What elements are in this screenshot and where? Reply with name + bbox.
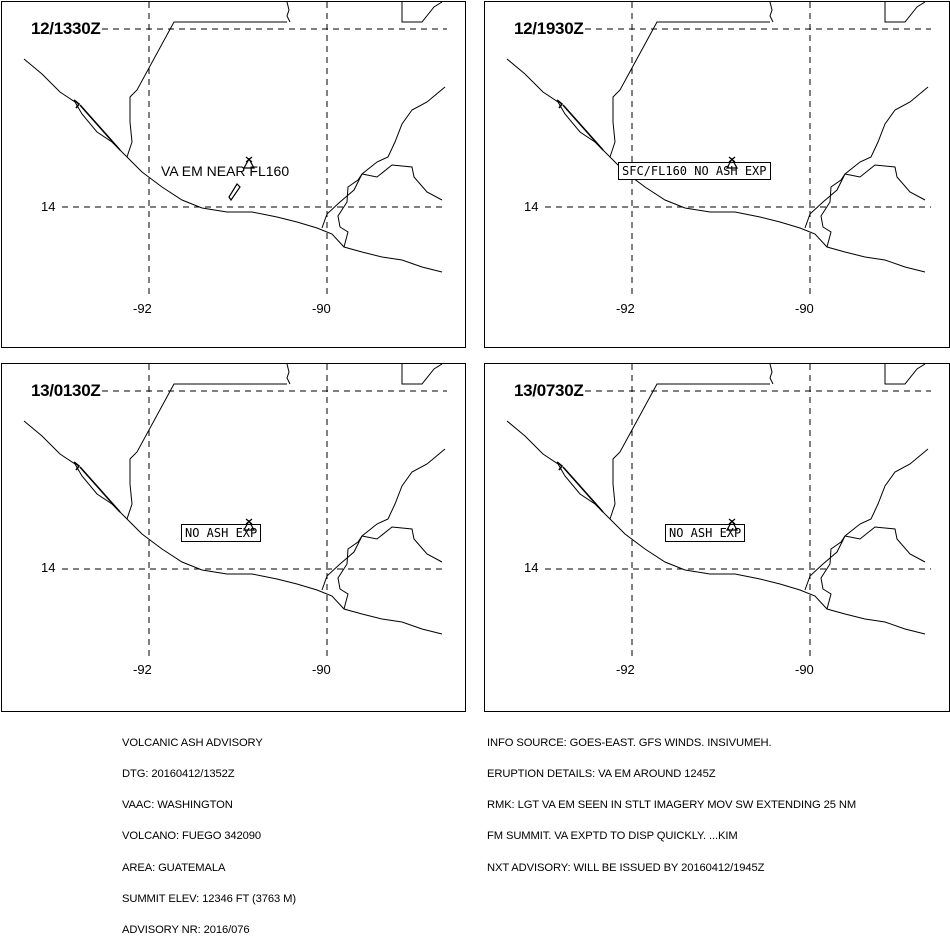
border-mexico-guatemala bbox=[127, 384, 287, 519]
coastal-lagoon bbox=[557, 462, 603, 512]
lat-label-14: 14 bbox=[524, 560, 539, 575]
advisory-info-right bbox=[487, 717, 856, 884]
lat-label-14: 14 bbox=[41, 560, 56, 575]
advisory-line: FM SUMMIT. VA EXPTD TO DISP QUICKLY. ...KIM bbox=[487, 830, 738, 843]
border-guatemala-elsalvador bbox=[338, 165, 442, 247]
advisory-line: INFO SOURCE: GOES-EAST. GFS WINDS. INSIVUMEH. bbox=[487, 736, 772, 749]
border-mexico-guatemala bbox=[127, 22, 287, 157]
panel-time-label: 12/1930Z bbox=[514, 19, 584, 38]
lat-label-14: 14 bbox=[41, 199, 56, 214]
volcano-icon bbox=[242, 518, 256, 532]
lon-label-minus90: -90 bbox=[795, 301, 814, 316]
ash-annotation-box: NO ASH EXP bbox=[665, 524, 745, 542]
map-panel-2 bbox=[484, 1, 950, 348]
lon-label-minus92: -92 bbox=[133, 301, 152, 316]
advisory-line: RMK: LGT VA EM SEEN IN STLT IMAGERY MOV SW EXTENDING 25 NM bbox=[487, 799, 857, 812]
lon-label-minus90: -90 bbox=[795, 662, 814, 677]
volcano-icon bbox=[725, 518, 739, 532]
coastal-lagoon bbox=[557, 100, 603, 150]
border-guatemala-elsalvador bbox=[821, 165, 925, 247]
border-mexico-guatemala bbox=[610, 384, 770, 519]
panel-time-label: 13/0730Z bbox=[514, 381, 584, 400]
advisory-info-left bbox=[122, 717, 296, 946]
panel-time-label: 12/1330Z bbox=[31, 19, 101, 38]
advisory-line: VOLCANIC ASH ADVISORY bbox=[122, 736, 263, 749]
map-panel-1 bbox=[1, 1, 466, 348]
lon-label-minus92: -92 bbox=[616, 301, 635, 316]
border-north bbox=[287, 2, 442, 22]
advisory-line: NXT ADVISORY: WILL BE ISSUED BY 20160412/1945Z bbox=[487, 861, 765, 874]
lon-label-minus92: -92 bbox=[616, 662, 635, 677]
ash-annotation-box: NO ASH EXP bbox=[181, 524, 261, 542]
volcano-icon bbox=[725, 156, 739, 170]
advisory-line: DTG: 20160412/1352Z bbox=[122, 768, 235, 781]
advisory-line: ERUPTION DETAILS: VA EM AROUND 1245Z bbox=[487, 768, 716, 781]
lon-label-minus90: -90 bbox=[312, 301, 331, 316]
map-panel-4 bbox=[484, 363, 950, 712]
border-north bbox=[770, 364, 925, 384]
ash-cloud-polygon bbox=[228, 182, 242, 202]
border-guatemala-elsalvador bbox=[338, 527, 442, 609]
ash-annotation: VA EM NEAR FL160 bbox=[161, 163, 290, 179]
border-mexico-guatemala bbox=[610, 22, 770, 157]
map-panel-3 bbox=[1, 363, 466, 712]
advisory-line: ADVISORY NR: 2016/076 bbox=[122, 924, 250, 937]
border-north bbox=[770, 2, 925, 22]
advisory-line: VOLCANO: FUEGO 342090 bbox=[122, 830, 262, 843]
volcano-icon bbox=[242, 156, 256, 170]
coastal-lagoon bbox=[74, 462, 120, 512]
lon-label-minus90: -90 bbox=[312, 662, 331, 677]
ash-annotation-box: SFC/FL160 NO ASH EXP bbox=[618, 162, 771, 180]
panel-time-label: 13/0130Z bbox=[31, 381, 101, 400]
lat-label-14: 14 bbox=[524, 199, 539, 214]
advisory-line: AREA: GUATEMALA bbox=[122, 861, 226, 874]
lon-label-minus92: -92 bbox=[133, 662, 152, 677]
border-north bbox=[287, 364, 442, 384]
advisory-line: VAAC: WASHINGTON bbox=[122, 799, 233, 812]
advisory-line: SUMMIT ELEV: 12346 FT (3763 M) bbox=[122, 892, 296, 905]
border-guatemala-elsalvador bbox=[821, 527, 925, 609]
coastal-lagoon bbox=[74, 100, 120, 150]
